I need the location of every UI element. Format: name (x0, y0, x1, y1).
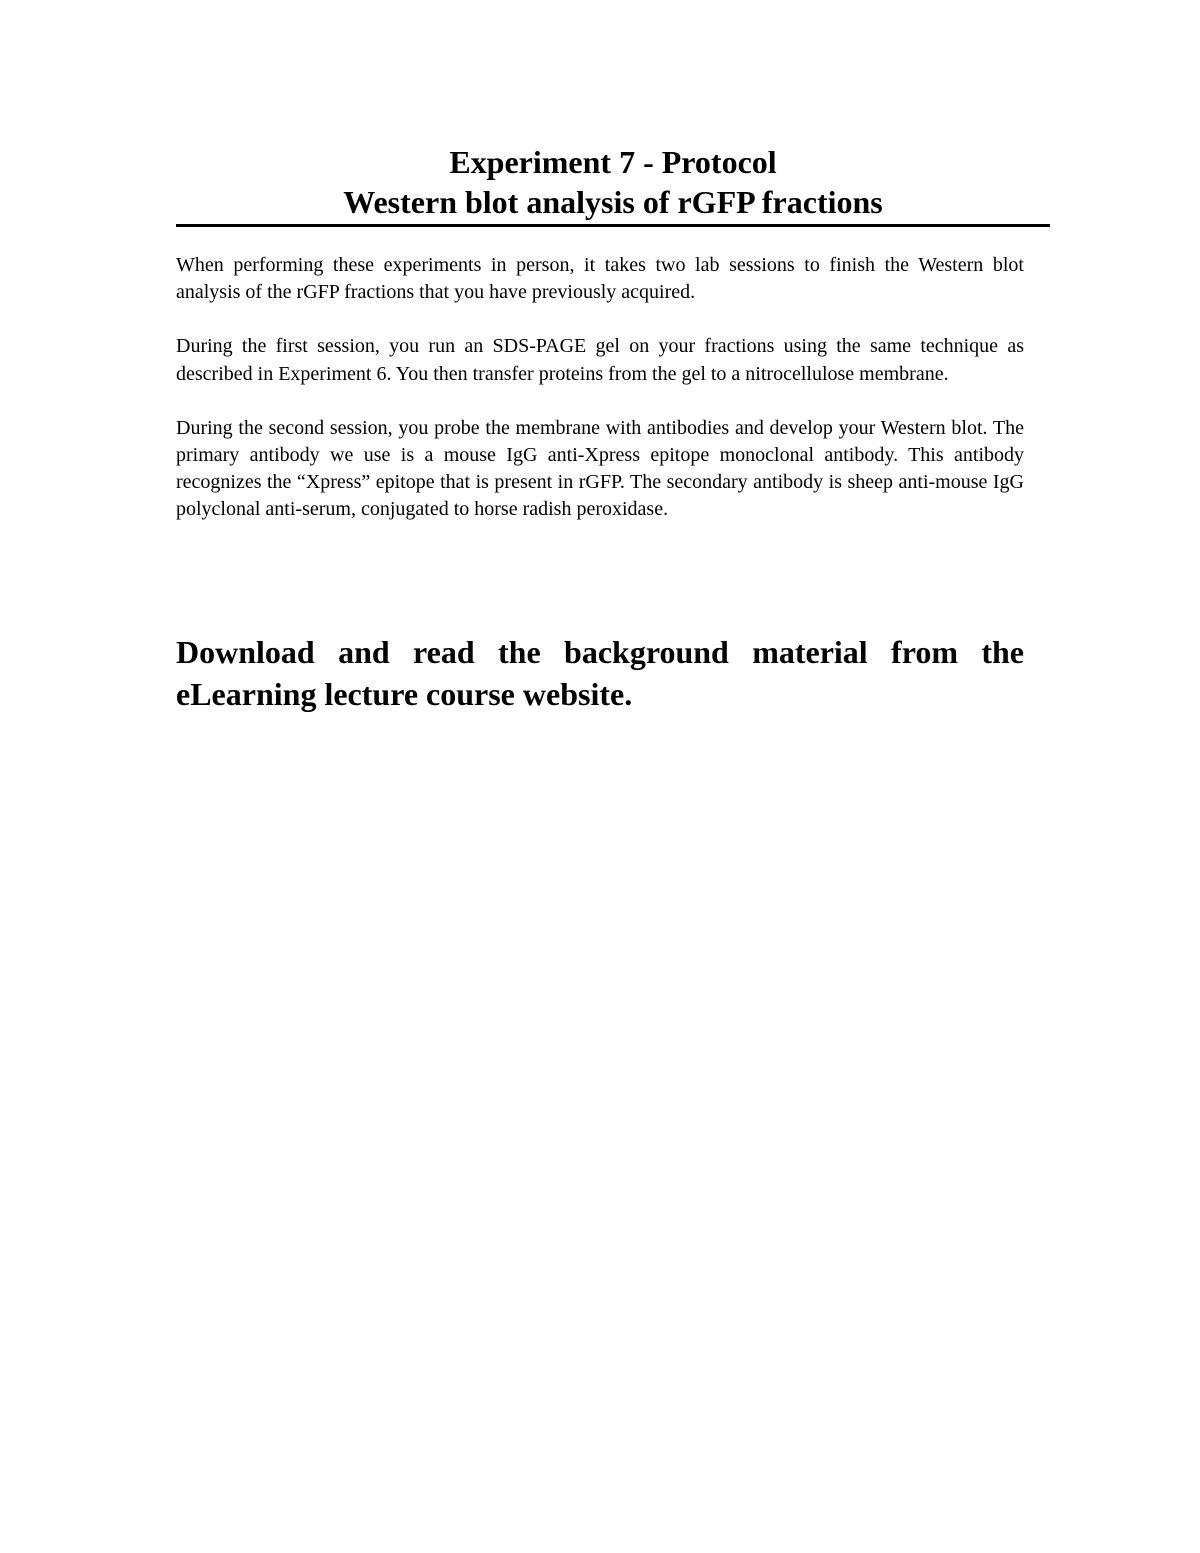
title-divider (176, 224, 1050, 227)
paragraph-second-session: During the second session, you probe the membrane with antibodies and develop your Western blot. The primary antibody we use is a mouse IgG anti-Xpress epitope monoclonal antibody. This antibody recognizes the “Xpress” epitope that is present in rGFP. The secondary antibody is sheep anti-mouse IgG polyclonal anti-serum, conjugated to horse radish peroxidase. (176, 416, 1024, 521)
title-line-2: Western blot analysis of rGFP fractions (343, 184, 883, 220)
download-callout: Download and read the background material from the eLearning lecture course website. (176, 634, 1024, 712)
paragraph-intro: When performing these experiments in person, it takes two lab sessions to finish the Western blot analysis of the rGFP fractions that you have previously acquired. (176, 254, 1024, 304)
body-text (176, 252, 1024, 551)
paragraph-first-session: During the first session, you run an SDS-PAGE gel on your fractions using the same technique as described in Experiment 6. You then transfer proteins from the gel to a nitrocellulose membrane. (176, 335, 1024, 385)
document-title (176, 142, 1050, 222)
title-line-1: Experiment 7 - Protocol (449, 144, 777, 180)
